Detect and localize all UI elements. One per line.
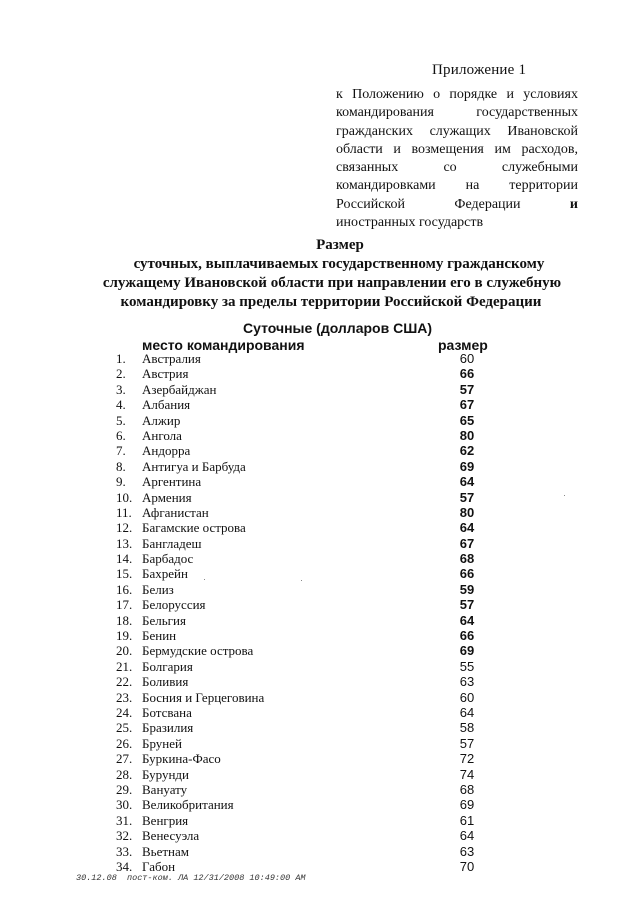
list-item — [116, 813, 496, 828]
list-item — [116, 674, 496, 689]
appendix-line — [336, 177, 578, 195]
country-name: Барбадос — [142, 551, 194, 567]
country-name: Австрия — [142, 366, 189, 382]
column-header-place: место командирования — [142, 337, 305, 353]
list-item — [116, 736, 496, 751]
appendix-word: государственных — [476, 105, 578, 121]
list-item — [116, 613, 496, 628]
country-name: Вануату — [142, 781, 188, 797]
item-number: 17. — [116, 597, 133, 613]
list-item — [116, 566, 496, 581]
country-name: Антигуа и Барбуда — [142, 458, 246, 474]
allowance-value: 63 — [459, 674, 475, 690]
allowance-value: 66 — [459, 628, 475, 644]
list-item — [116, 397, 496, 412]
country-name: Венесуэла — [142, 828, 200, 844]
title-main: Размер — [316, 237, 364, 253]
title-line-3: командировку за пределы территории Российской Федерации — [120, 294, 542, 310]
item-number: 23. — [116, 689, 133, 705]
appendix-line — [336, 86, 578, 104]
country-name: Багамские острова — [142, 520, 246, 536]
appendix-word: Российской — [336, 196, 405, 212]
appendix-line — [336, 159, 578, 177]
country-name: Бурунди — [142, 766, 189, 782]
list-item — [116, 844, 496, 859]
allowance-value: 64 — [459, 520, 475, 536]
item-number: 10. — [116, 489, 133, 505]
allowance-value: 60 — [459, 689, 475, 705]
country-name: Буркина-Фасо — [142, 751, 221, 767]
country-name: Албания — [142, 397, 191, 413]
allowance-value: 64 — [459, 704, 475, 720]
allowance-value: 61 — [459, 812, 475, 828]
allowance-value: 80 — [459, 504, 475, 520]
appendix-word: возмещения — [411, 141, 484, 157]
item-number: 20. — [116, 643, 133, 659]
country-name: Ангола — [142, 427, 182, 443]
country-name: Алжир — [142, 412, 181, 428]
appendix-word: и — [506, 87, 514, 102]
list-item — [116, 474, 496, 489]
appendix-reference — [336, 86, 578, 232]
appendix-word: командировками — [336, 178, 436, 194]
country-name: Бельгия — [142, 612, 186, 628]
item-number: 18. — [116, 612, 133, 628]
allowance-value: 72 — [459, 751, 475, 767]
list-item — [116, 643, 496, 658]
item-number: 8. — [116, 458, 126, 474]
allowance-value: 59 — [459, 581, 475, 597]
scan-speck — [564, 495, 565, 496]
country-name: Австралия — [142, 351, 201, 366]
appendix-word: о — [433, 87, 441, 102]
item-number: 22. — [116, 674, 133, 690]
allowance-value: 55 — [459, 658, 475, 674]
country-name: Армения — [142, 489, 192, 505]
country-name: Бангладеш — [142, 535, 202, 551]
footer-stamp: 30.12.08 пост-ком. ЛА 12/31/2008 10:49:00 AM — [76, 873, 306, 883]
appendix-word: Федерации — [454, 196, 521, 212]
item-number: 1. — [116, 351, 126, 366]
list-item — [116, 859, 496, 874]
item-number: 30. — [116, 797, 133, 813]
appendix-word: условиях — [523, 87, 578, 102]
appendix-word: и — [569, 196, 578, 212]
country-name: Бермудские острова — [142, 643, 254, 659]
country-name: Вьетнам — [142, 843, 190, 859]
allowance-value: 64 — [459, 828, 475, 844]
appendix-word: связанных — [336, 160, 399, 176]
country-name: Ботсвана — [142, 704, 192, 720]
appendix-word: гражданских — [336, 123, 413, 139]
table-caption: Суточные (долларов США) — [243, 320, 433, 336]
allowance-value: 64 — [459, 474, 475, 490]
item-number: 24. — [116, 704, 133, 720]
item-number: 5. — [116, 412, 126, 428]
allowance-value: 67 — [459, 397, 475, 413]
list-item — [116, 767, 496, 782]
list-item — [116, 628, 496, 643]
item-number: 3. — [116, 381, 126, 397]
country-name: Белиз — [142, 581, 174, 597]
item-number: 29. — [116, 781, 133, 797]
country-name: Бенин — [142, 628, 177, 644]
country-name: Аргентина — [142, 474, 202, 490]
list-item — [116, 751, 496, 766]
list-item — [116, 505, 496, 520]
allowance-value: 57 — [459, 735, 475, 751]
list-item — [116, 520, 496, 535]
appendix-line — [336, 123, 578, 141]
item-number: 11. — [116, 504, 132, 520]
title-line-2: служащему Ивановской области при направлении его в служебную — [102, 275, 562, 291]
country-name: Болгария — [142, 658, 193, 674]
item-number: 12. — [116, 520, 133, 536]
item-number: 33. — [116, 843, 133, 859]
appendix-word: Ивановской — [507, 123, 578, 139]
allowance-value: 68 — [459, 781, 475, 797]
appendix-word: им — [494, 141, 511, 157]
allowance-value: 66 — [459, 566, 475, 582]
appendix-word: к — [336, 87, 343, 102]
list-item — [116, 720, 496, 735]
appendix-word: иностранных государств — [336, 215, 484, 231]
country-name: Великобритания — [142, 797, 234, 813]
allowance-value: 63 — [459, 843, 475, 859]
title-line-1: суточных, выплачиваемых государственному гражданскому — [133, 256, 545, 272]
list-item — [116, 413, 496, 428]
allowance-value: 60 — [459, 351, 475, 366]
allowance-value: 57 — [459, 381, 475, 397]
item-number: 9. — [116, 474, 126, 490]
country-name: Бруней — [142, 735, 182, 751]
appendix-word: служебными — [501, 160, 578, 176]
country-name: Боливия — [142, 674, 189, 690]
item-number: 27. — [116, 751, 133, 767]
item-number: 26. — [116, 735, 133, 751]
item-number: 32. — [116, 828, 133, 844]
appendix-word: со — [443, 160, 457, 176]
allowance-value: 64 — [459, 612, 475, 628]
country-name: Венгрия — [142, 812, 189, 828]
list-item — [116, 797, 496, 812]
country-name: Белоруссия — [142, 597, 206, 613]
item-number: 4. — [116, 397, 126, 413]
allowance-list — [116, 351, 496, 874]
item-number: 13. — [116, 535, 133, 551]
appendix-word: служащих — [429, 123, 491, 139]
appendix-title: Приложение 1 — [432, 62, 527, 78]
item-number: 28. — [116, 766, 133, 782]
column-header-size: размер — [438, 337, 488, 353]
allowance-value: 58 — [459, 720, 475, 736]
list-item — [116, 443, 496, 458]
list-item — [116, 828, 496, 843]
item-number: 21. — [116, 658, 133, 674]
scan-speck — [301, 580, 302, 581]
list-item — [116, 582, 496, 597]
allowance-value: 62 — [459, 443, 475, 459]
item-number: 7. — [116, 443, 126, 459]
allowance-value: 66 — [459, 366, 475, 382]
allowance-value: 69 — [459, 643, 475, 659]
item-number: 25. — [116, 720, 133, 736]
country-name: Азербайджан — [142, 381, 217, 397]
item-number: 2. — [116, 366, 126, 382]
appendix-word: территории — [509, 178, 578, 194]
list-item — [116, 351, 496, 366]
country-name: Бразилия — [142, 720, 194, 736]
allowance-value: 67 — [459, 535, 475, 551]
allowance-value: 65 — [459, 412, 475, 428]
item-number: 6. — [116, 427, 126, 443]
appendix-line — [336, 196, 578, 214]
item-number: 16. — [116, 581, 133, 597]
scan-speck — [204, 579, 205, 580]
allowance-value: 68 — [459, 551, 475, 567]
allowance-value: 57 — [459, 489, 475, 505]
allowance-value: 80 — [459, 427, 475, 443]
item-number: 31. — [116, 812, 133, 828]
appendix-word: Положению — [352, 87, 424, 102]
allowance-value: 70 — [459, 858, 475, 874]
country-name: Андорра — [142, 443, 191, 459]
item-number: 34. — [116, 858, 133, 874]
allowance-value: 57 — [459, 597, 475, 613]
list-item — [116, 690, 496, 705]
document-title — [0, 236, 640, 312]
country-name: Габон — [142, 858, 176, 874]
list-item — [116, 428, 496, 443]
list-item — [116, 366, 496, 381]
item-number: 15. — [116, 566, 133, 582]
list-item — [116, 459, 496, 474]
list-item — [116, 597, 496, 612]
appendix-line — [336, 214, 578, 232]
appendix-word: на — [465, 178, 480, 194]
item-number: 19. — [116, 628, 133, 644]
country-name: Афганистан — [142, 504, 209, 520]
country-name: Босния и Герцеговина — [142, 689, 265, 705]
appendix-word: области — [336, 141, 383, 157]
list-item — [116, 490, 496, 505]
allowance-value: 74 — [459, 766, 475, 782]
item-number: 14. — [116, 551, 133, 567]
list-item — [116, 382, 496, 397]
appendix-word: расходов, — [521, 141, 578, 157]
appendix-word: командирования — [336, 105, 434, 121]
allowance-value: 69 — [459, 458, 475, 474]
allowance-value: 69 — [459, 797, 475, 813]
list-item — [116, 536, 496, 551]
list-item — [116, 551, 496, 566]
appendix-word: и — [393, 141, 401, 157]
list-item — [116, 782, 496, 797]
country-name: Бахрейн — [142, 566, 188, 582]
appendix-word: порядке — [449, 87, 498, 102]
appendix-line — [336, 141, 578, 159]
appendix-line — [336, 104, 578, 122]
list-item — [116, 659, 496, 674]
list-item — [116, 705, 496, 720]
